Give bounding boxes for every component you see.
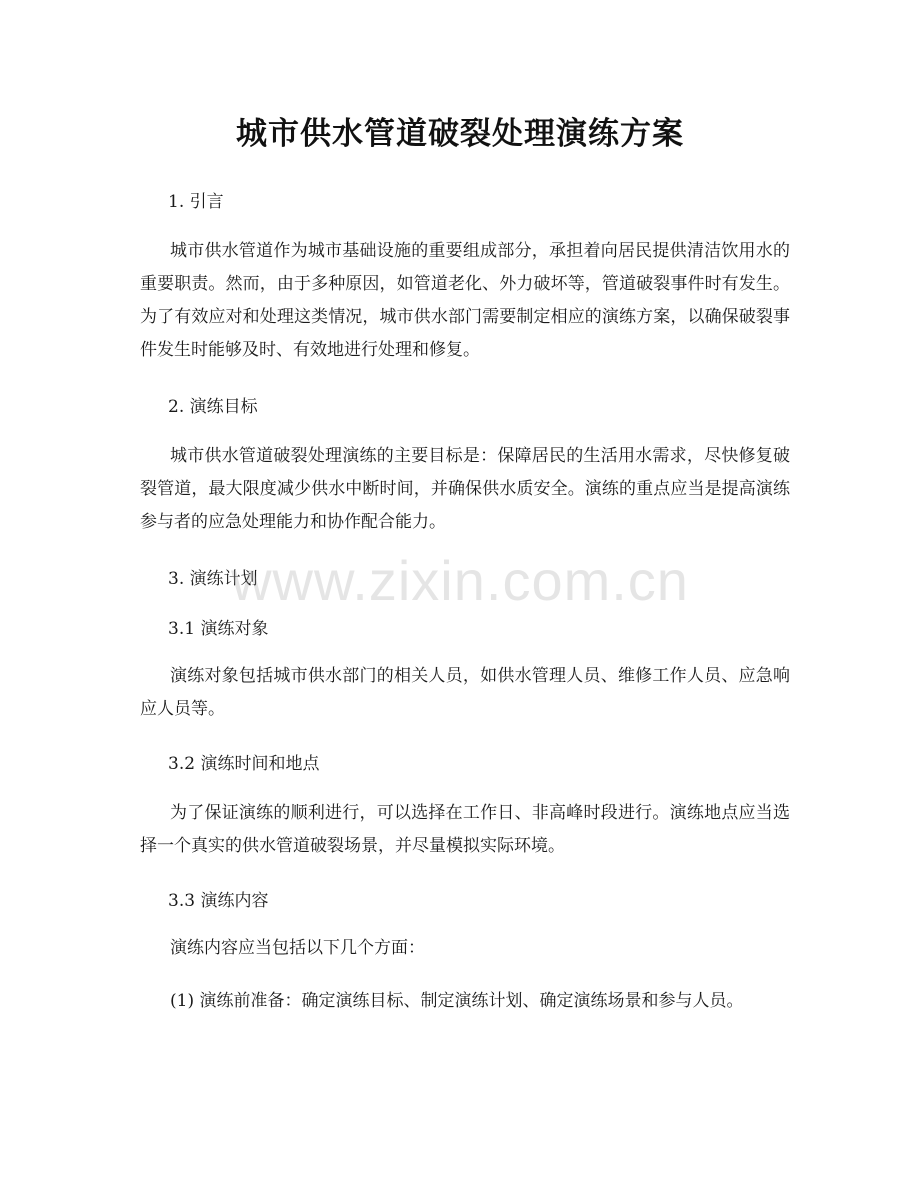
section-heading-intro: 1. 引言 (168, 192, 224, 212)
subsection-heading-content: 3.3 演练内容 (168, 891, 269, 911)
section-heading-plan: 3. 演练计划 (168, 569, 258, 589)
paragraph-intro: 城市供水管道作为城市基础设施的重要组成部分，承担着向居民提供清洁饮用水的重要职责。然而，由于多种原因，如管道老化、外力破坏等，管道破裂事件时有发生。为了有效应对和处理这类情况，城市供水部门需要制定相应的演练方案，以确保破裂事件发生时能够及时、有效地进行处理和修复。 (140, 241, 790, 360)
paragraph-participants: 演练对象包括城市供水部门的相关人员，如供水管理人员、维修工作人员、应急响应人员等。 (140, 666, 790, 719)
section-heading-goals: 2. 演练目标 (168, 397, 258, 417)
paragraph-time-place: 为了保证演练的顺利进行，可以选择在工作日、非高峰时段进行。演练地点应当选择一个真实的供水管道破裂场景，并尽量模拟实际环境。 (140, 803, 790, 856)
paragraph-goals: 城市供水管道破裂处理演练的主要目标是：保障居民的生活用水需求，尽快修复破裂管道，最大限度减少供水中断时间，并确保供水质安全。演练的重点应当是提高演练参与者的应急处理能力和协作配合能力。 (140, 446, 790, 532)
watermark-text: www.zixin.com.cn (231, 549, 689, 612)
subsection-heading-participants: 3.1 演练对象 (168, 619, 269, 639)
document-title: 城市供水管道破裂处理演练方案 (236, 116, 684, 152)
subsection-heading-time-place: 3.2 演练时间和地点 (168, 754, 320, 774)
list-item-preparation: (1) 演练前准备：确定演练目标、制定演练计划、确定演练场景和参与人员。 (170, 991, 744, 1011)
paragraph-content-intro: 演练内容应当包括以下几个方面： (170, 938, 425, 958)
